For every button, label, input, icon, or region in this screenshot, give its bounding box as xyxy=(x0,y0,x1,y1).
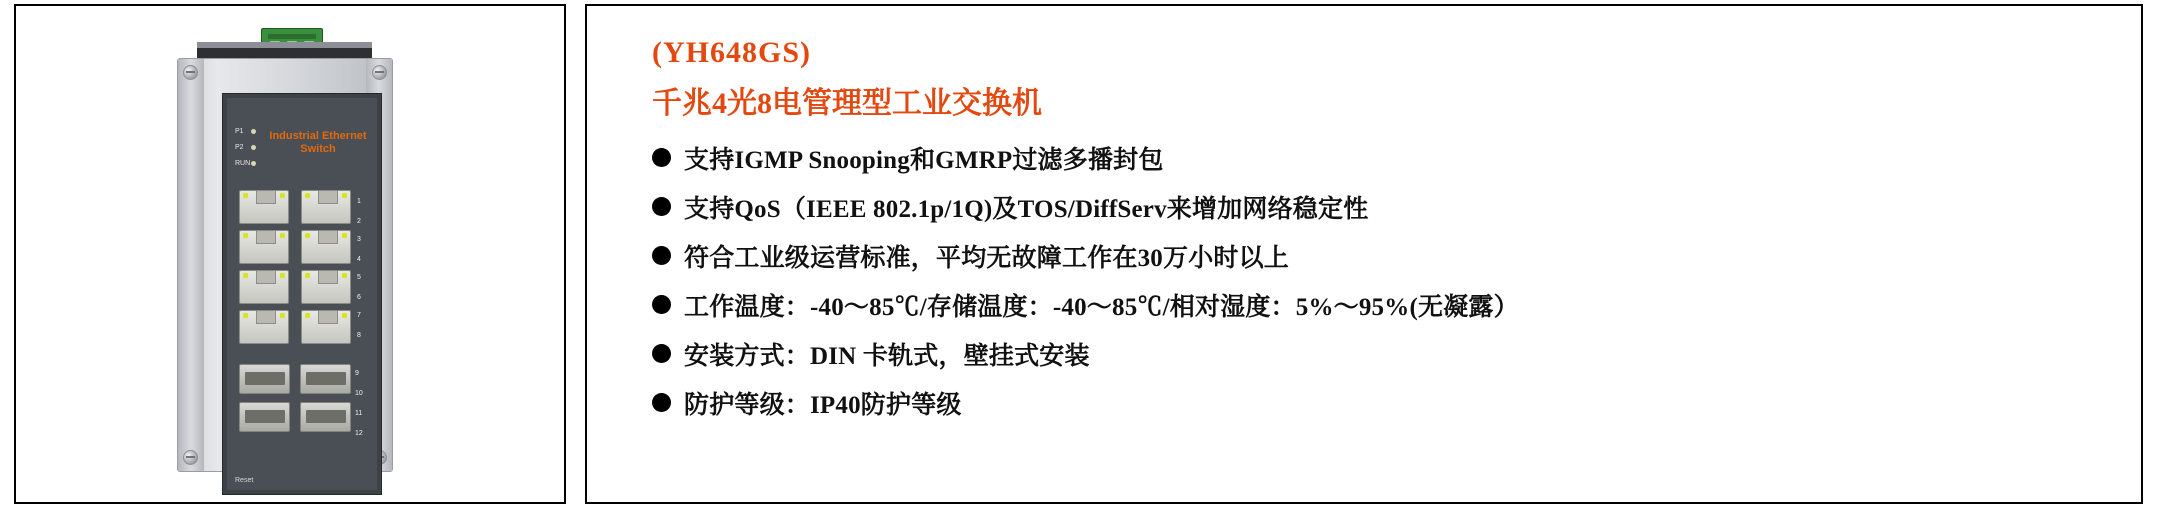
port-led xyxy=(243,193,248,198)
product-model: (YH648GS) xyxy=(652,36,811,69)
led-indicator-run xyxy=(251,161,256,166)
feature-text: 符合工业级运营标准，平均无故障工作在30万小时以上 xyxy=(684,245,1290,272)
chassis-screw xyxy=(183,450,198,465)
feature-text: 支持QoS（IEEE 802.1p/1Q)及TOS/DiffServ来增加网络稳定性 xyxy=(684,196,1369,223)
rj45-port xyxy=(301,310,351,344)
product-image-cell xyxy=(14,4,566,504)
sfp-number-label: 12 xyxy=(355,430,363,437)
front-faceplate xyxy=(222,93,382,495)
led-indicator-p1 xyxy=(251,129,256,134)
port-led xyxy=(305,273,310,278)
feature-text: 防护等级：IP40防护等级 xyxy=(684,392,962,419)
led-indicator-p2 xyxy=(251,145,256,150)
feature-text: 支持IGMP Snooping和GMRP过滤多播封包 xyxy=(684,147,1164,174)
sfp-port xyxy=(300,364,351,394)
port-led xyxy=(342,193,347,198)
port-led xyxy=(243,273,248,278)
device-chassis xyxy=(177,58,393,484)
bullet-dot-icon xyxy=(652,344,671,363)
rj45-port xyxy=(239,310,289,344)
product-title: 千兆4光8电管理型工业交换机 xyxy=(652,87,1042,120)
sfp-port xyxy=(300,402,351,432)
port-led xyxy=(243,313,248,318)
chassis-screw xyxy=(183,65,198,80)
feature-text: 安装方式：DIN 卡轨式，壁挂式安装 xyxy=(684,343,1090,370)
chassis-left-rail xyxy=(178,59,204,471)
industrial-switch-device xyxy=(161,28,406,484)
bullet-dot-icon xyxy=(652,197,671,216)
bullet-dot-icon xyxy=(652,148,671,167)
port-led xyxy=(342,273,347,278)
list-item xyxy=(652,287,2141,323)
port-number-label: 4 xyxy=(357,256,361,263)
led-label-run: RUN xyxy=(235,160,251,167)
rj45-port xyxy=(239,190,289,224)
rj45-port xyxy=(301,190,351,224)
sfp-number-label: 9 xyxy=(355,370,359,377)
reset-label: Reset xyxy=(235,477,254,484)
bullet-dot-icon xyxy=(652,393,671,412)
port-number-label: 1 xyxy=(357,198,361,205)
led-label-p1: P1 xyxy=(235,128,244,135)
port-led xyxy=(342,313,347,318)
port-row xyxy=(239,230,351,264)
port-led xyxy=(305,233,310,238)
feature-text: 工作温度：-40～85℃/存储温度：-40～85℃/相对湿度：5%～95%(无凝露） xyxy=(684,294,1519,321)
port-number-label: 3 xyxy=(357,236,361,243)
port-led xyxy=(243,233,248,238)
brand-label: Industrial Ethernet Switch xyxy=(269,130,367,155)
rj45-port xyxy=(301,270,351,304)
rj45-port xyxy=(239,270,289,304)
port-led xyxy=(305,193,310,198)
sfp-row xyxy=(239,364,351,394)
port-led xyxy=(342,233,347,238)
sfp-port-grid xyxy=(239,364,351,440)
port-row xyxy=(239,270,351,304)
list-item xyxy=(652,189,2141,225)
port-number-label: 7 xyxy=(357,312,361,319)
list-item xyxy=(652,336,2141,372)
port-number-label: 8 xyxy=(357,332,361,339)
port-row xyxy=(239,190,351,224)
rj45-port xyxy=(239,230,289,264)
feature-list xyxy=(652,140,2141,421)
list-item xyxy=(652,385,2141,421)
rj45-port-grid xyxy=(239,190,351,350)
rj45-port xyxy=(301,230,351,264)
port-number-label: 6 xyxy=(357,294,361,301)
bullet-dot-icon xyxy=(652,295,671,314)
port-led xyxy=(280,313,285,318)
list-item xyxy=(652,238,2141,274)
list-item xyxy=(652,140,2141,176)
sfp-port xyxy=(239,364,290,394)
sfp-port xyxy=(239,402,290,432)
port-led xyxy=(280,233,285,238)
sfp-number-label: 11 xyxy=(355,410,363,417)
port-number-label: 2 xyxy=(357,218,361,225)
sfp-row xyxy=(239,402,351,432)
port-number-label: 5 xyxy=(357,274,361,281)
port-row xyxy=(239,310,351,344)
port-led xyxy=(280,193,285,198)
port-led xyxy=(305,313,310,318)
port-led xyxy=(280,273,285,278)
led-label-p2: P2 xyxy=(235,144,244,151)
chassis-screw xyxy=(372,65,387,80)
sfp-number-label: 10 xyxy=(355,390,363,397)
bullet-dot-icon xyxy=(652,246,671,265)
product-spec-cell xyxy=(585,4,2143,504)
